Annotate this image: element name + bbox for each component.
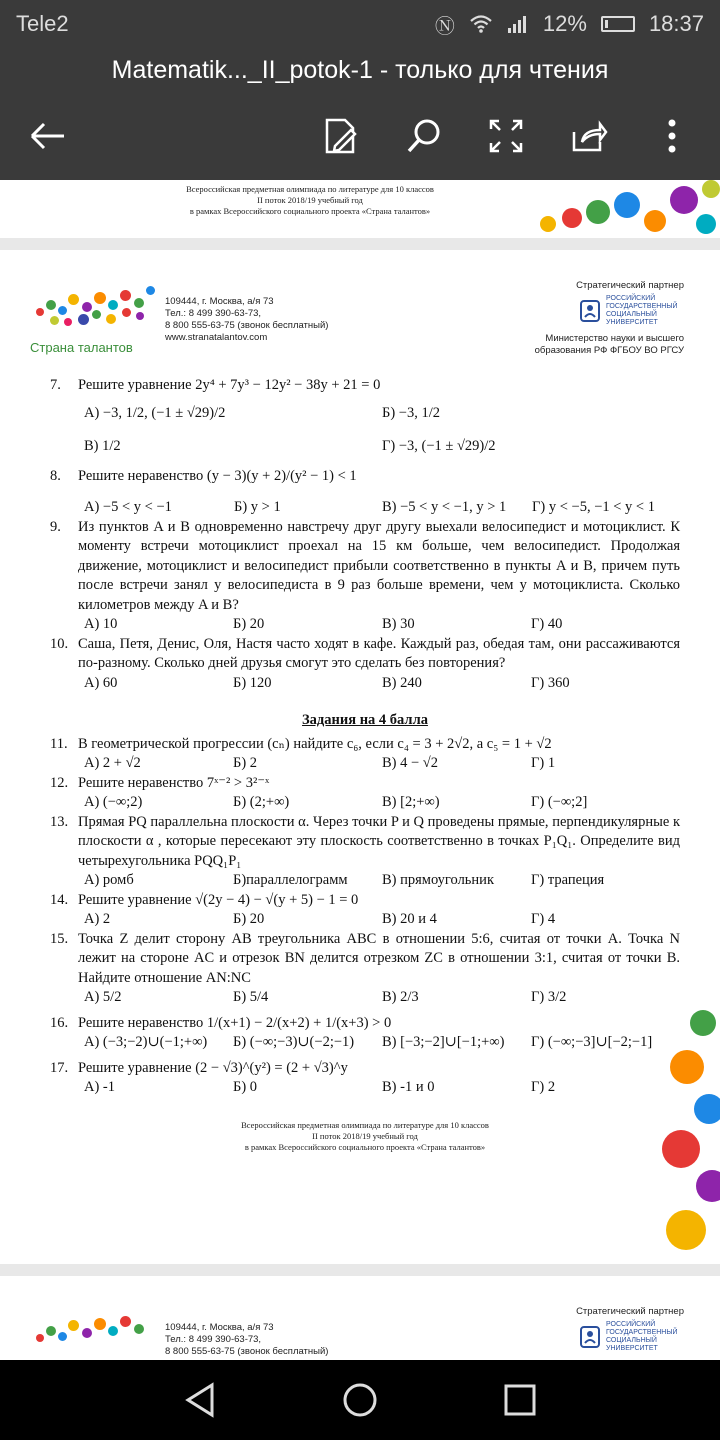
search-icon <box>405 117 443 155</box>
ministry-block <box>535 333 684 357</box>
answers-row <box>50 793 680 813</box>
university-logo <box>535 295 684 327</box>
answers-row <box>50 437 680 457</box>
brand-name: Страна талантов <box>30 340 133 355</box>
answer-d: Г) 1 <box>531 755 556 771</box>
answer-b: Б) y > 1 <box>234 499 281 515</box>
answer-a: А) 2 <box>84 911 111 927</box>
footer-line-2: II поток 2018/19 учебный год <box>312 1130 418 1141</box>
question-text: Решите неравенство 7ˣ⁻² > 3²⁻ˣ <box>78 774 270 791</box>
question-number: 12. <box>50 774 69 791</box>
question-10 <box>50 635 680 674</box>
page-footer <box>30 180 590 217</box>
edit-document-icon <box>321 116 361 156</box>
answers-row <box>50 988 680 1008</box>
question-text: Прямая PQ параллельна плоскости α. Через точки P и Q проведены прямые, перпендикулярные к плоскости α , которые пересекают эту плоскость соответственно в точках P₁Q₁. Определите вид четырехугольника PQQ₁P₁ <box>78 813 680 869</box>
question-11 <box>50 735 680 755</box>
footer-line-2: II поток 2018/19 учебный год <box>257 195 363 205</box>
brand-logo <box>30 278 160 355</box>
battery-icon <box>601 16 635 32</box>
partner-label: Стратегический партнер <box>576 1306 684 1317</box>
answers-row <box>50 910 680 930</box>
question-text: Решите уравнение (2 − √3)^(y²) = (2 + √3)^y <box>78 1059 348 1076</box>
answers-row <box>50 498 680 518</box>
answer-d: Г) 4 <box>531 911 556 927</box>
answer-c: В) [−3;−2]∪[−1;+∞) <box>382 1034 505 1050</box>
circle-home-icon <box>342 1382 378 1418</box>
nav-recents-button[interactable] <box>490 1370 550 1430</box>
question-number: 9. <box>50 518 61 535</box>
page-footer <box>50 1120 680 1153</box>
answer-c: В) 2/3 <box>382 989 419 1005</box>
answers-row <box>50 1033 680 1053</box>
page-1-bottom <box>0 180 720 238</box>
answer-d: Г) y < −5, −1 < y < 1 <box>532 499 655 515</box>
answer-a: А) -1 <box>84 1079 116 1095</box>
more-vertical-icon <box>667 118 677 154</box>
ministry-line-1: Министерство науки и высшего <box>545 333 684 344</box>
answers-row <box>50 754 680 774</box>
answer-b: Б) 2 <box>233 755 258 771</box>
brand-logo <box>30 1304 160 1360</box>
answer-d: Г) (−∞;−3]∪[−2;−1] <box>531 1034 653 1050</box>
footer-line-1: Всероссийская предметная олимпиада по литературе для 10 классов <box>186 184 434 194</box>
question-number: 17. <box>50 1059 69 1076</box>
question-14 <box>50 891 680 911</box>
footer-line-3: в рамках Всероссийского социального проекта «Страна талантов» <box>244 1141 486 1152</box>
hotline: 8 800 555-63-75 (звонок бесплатный) <box>165 1346 329 1357</box>
footer-line-3: в рамках Всероссийского социального проекта «Страна талантов» <box>189 206 431 216</box>
system-nav-bar <box>0 1360 720 1440</box>
question-number: 14. <box>50 891 69 908</box>
ministry-line-2: образования РФ ФГБОУ ВО РГСУ <box>534 345 684 356</box>
answer-d: Г) 360 <box>531 674 570 691</box>
clock: 18:37 <box>648 11 704 36</box>
university-logo <box>576 1321 684 1353</box>
question-text: Решите уравнение 2y⁴ + 7y³ − 12y² − 38y + 21 = 0 <box>78 377 381 393</box>
question-17 <box>50 1059 680 1079</box>
answer-d: Г) 3/2 <box>531 989 567 1005</box>
question-number: 10. <box>50 635 69 652</box>
website-link[interactable]: www.stranatalantov.com <box>165 332 268 343</box>
answer-c: В) −5 < y < −1, y > 1 <box>382 499 507 515</box>
question-number: 13. <box>50 813 69 830</box>
triangle-back-icon <box>184 1382 216 1418</box>
question-text: Решите неравенство (y − 3)(y + 2)/(y² − 1) < 1 <box>78 467 357 484</box>
answer-c: В) -1 и 0 <box>382 1079 435 1095</box>
wifi-icon <box>469 14 493 34</box>
toolbar <box>0 92 720 180</box>
university-emblem-icon <box>580 1326 600 1348</box>
page-2 <box>0 250 720 1264</box>
question-number: 11. <box>50 735 68 752</box>
nav-home-button[interactable] <box>330 1370 390 1430</box>
answer-a: А) (−∞;2) <box>84 794 143 810</box>
footer-line-1: Всероссийская предметная олимпиада по литературе для 10 классов <box>241 1119 489 1130</box>
question-text: Решите неравенство 1/(x+1) − 2/(x+2) + 1/(x+3) > 0 <box>78 1014 392 1031</box>
partner-block <box>576 1306 684 1353</box>
partner-block <box>535 280 684 357</box>
share-icon <box>570 118 608 154</box>
question-12 <box>50 774 680 794</box>
decorative-circles <box>520 180 720 238</box>
answer-a: А) −3, 1/2, (−1 ± √29)/2 <box>84 404 226 421</box>
square-recents-icon <box>504 1384 536 1416</box>
question-9 <box>50 518 680 616</box>
russia-map-logo <box>30 278 160 338</box>
partner-label: Стратегический партнер <box>576 280 684 291</box>
fullscreen-icon <box>488 118 524 154</box>
answer-a: А) (−3;−2)∪(−1;+∞) <box>84 1034 208 1050</box>
answer-d: Г) трапеция <box>531 872 605 888</box>
russia-map-logo <box>30 1304 160 1360</box>
answer-a: А) 2 + √2 <box>84 755 141 771</box>
page-3-top <box>0 1276 720 1360</box>
answer-b: Б) −3, 1/2 <box>382 404 440 421</box>
answer-c: В) 1/2 <box>84 438 121 454</box>
question-number: 8. <box>50 467 61 484</box>
question-number: 7. <box>50 377 61 393</box>
arrow-back-icon <box>28 120 68 152</box>
question-7 <box>50 376 680 396</box>
question-13 <box>50 813 680 872</box>
answer-c: В) [2;+∞) <box>382 794 440 810</box>
answer-a: А) ромб <box>84 872 134 888</box>
questions-content <box>50 376 680 1153</box>
signal-icon <box>507 14 529 34</box>
answer-c: В) 240 <box>382 674 422 691</box>
answer-b: Б) 20 <box>233 616 265 632</box>
top-bar <box>0 0 720 180</box>
university-name: РОССИЙСКИЙ ГОСУДАРСТВЕННЫЙ СОЦИАЛЬНЫЙ УНИВЕРСИТЕТ <box>606 1321 678 1352</box>
question-15 <box>50 930 680 989</box>
document-title: Matematik..._II_potok-1 - только для чтения <box>111 56 609 84</box>
answer-b: Б) (2;+∞) <box>233 794 290 810</box>
address: 109444, г. Москва, а/я 73 <box>165 296 274 307</box>
question-16 <box>50 1014 680 1034</box>
answers-row <box>50 404 680 424</box>
fullscreen-button[interactable] <box>482 112 530 160</box>
answer-b: Б) 20 <box>233 911 265 927</box>
question-text: Из пунктов A и B одновременно навстречу друг другу выехали велосипедист и мотоциклист. К моменту встречи мотоциклист проехал на 15 км больше, чем велосипедист. Продолжая движение, мотоциклист и велосипедист прибыли соответственно в пункты A и B, причем путь после встречи занял у велосипедиста в 9 раз больше времени, чем у мотоциклиста. Сколько километров между A и B? <box>78 518 680 613</box>
question-text: Точка Z делит сторону AB треугольника ABC в отношении 5:6, считая от точки A. Точка N лежит на стороне AC и отрезок BN делится отрезком ZC в отношении 3:1, считая от точки B. Найдите отношение AN:NC <box>78 930 680 986</box>
answer-c: В) 4 − √2 <box>382 755 439 771</box>
hotline: 8 800 555-63-75 (звонок бесплатный) <box>165 320 329 331</box>
answer-c: В) 20 и 4 <box>382 911 437 927</box>
answer-a: А) 60 <box>84 674 118 691</box>
document-viewer[interactable] <box>0 180 720 1360</box>
question-number: 16. <box>50 1014 69 1031</box>
search-button[interactable] <box>400 112 448 160</box>
nfc-icon: Ⓝ <box>434 15 455 38</box>
answer-b: Б) 120 <box>233 674 272 691</box>
question-8 <box>50 467 680 487</box>
answer-b: Б)параллелограмм <box>233 872 348 888</box>
answer-d: Г) 2 <box>531 1079 556 1095</box>
edit-button[interactable] <box>317 112 365 160</box>
answer-b: Б) 0 <box>233 1079 258 1095</box>
answers-row <box>50 1078 680 1098</box>
answer-d: Г) (−∞;2] <box>531 794 588 810</box>
decorative-circles <box>650 1010 720 1264</box>
answer-c: В) прямоугольник <box>382 872 494 888</box>
answer-d: Г) −3, (−1 ± √29)/2 <box>382 438 496 454</box>
university-emblem-icon <box>580 300 600 322</box>
share-button[interactable] <box>565 112 613 160</box>
answer-a: А) 5/2 <box>84 989 122 1005</box>
back-button[interactable] <box>24 112 72 160</box>
answer-c: В) 30 <box>382 616 415 632</box>
contacts-block <box>165 1322 328 1358</box>
phone: Тел.: 8 499 390-63-73, <box>165 1334 262 1345</box>
answers-row <box>50 871 680 891</box>
university-name: РОССИЙСКИЙ ГОСУДАРСТВЕННЫЙ СОЦИАЛЬНЫЙ УНИВЕРСИТЕТ <box>606 295 678 326</box>
status-bar <box>0 0 720 48</box>
battery-percent: 12% <box>542 11 587 36</box>
question-text: Решите уравнение √(2y − 4) − √(y + 5) − 1 = 0 <box>78 891 359 908</box>
carrier-name: Tele2 <box>16 11 69 36</box>
more-options-button[interactable] <box>648 112 696 160</box>
answers-row <box>50 615 680 635</box>
section-title: Задания на 4 балла <box>302 712 428 728</box>
nav-back-button[interactable] <box>170 1370 230 1430</box>
answer-d: Г) 40 <box>531 616 563 632</box>
answer-a: А) 10 <box>84 616 118 632</box>
answer-b: Б) 5/4 <box>233 989 269 1005</box>
answer-b: Б) (−∞;−3)∪(−2;−1) <box>233 1034 355 1050</box>
phone: Тел.: 8 499 390-63-73, <box>165 308 262 319</box>
answer-a: А) −5 < y < −1 <box>84 499 172 515</box>
address: 109444, г. Москва, а/я 73 <box>165 1322 274 1333</box>
answers-row <box>50 674 680 694</box>
question-number: 15. <box>50 930 69 947</box>
question-text: В геометрической прогрессии (cₙ) найдите c₆, если c₄ = 3 + 2√2, а c₅ = 1 + √2 <box>78 735 552 752</box>
question-text: Саша, Петя, Денис, Оля, Настя часто ходят в кафе. Каждый раз, обедая там, они рассаживаются по-разному. Сколько дней друзья смогут это сделать без повторения? <box>78 635 680 671</box>
contacts-block <box>165 296 328 344</box>
